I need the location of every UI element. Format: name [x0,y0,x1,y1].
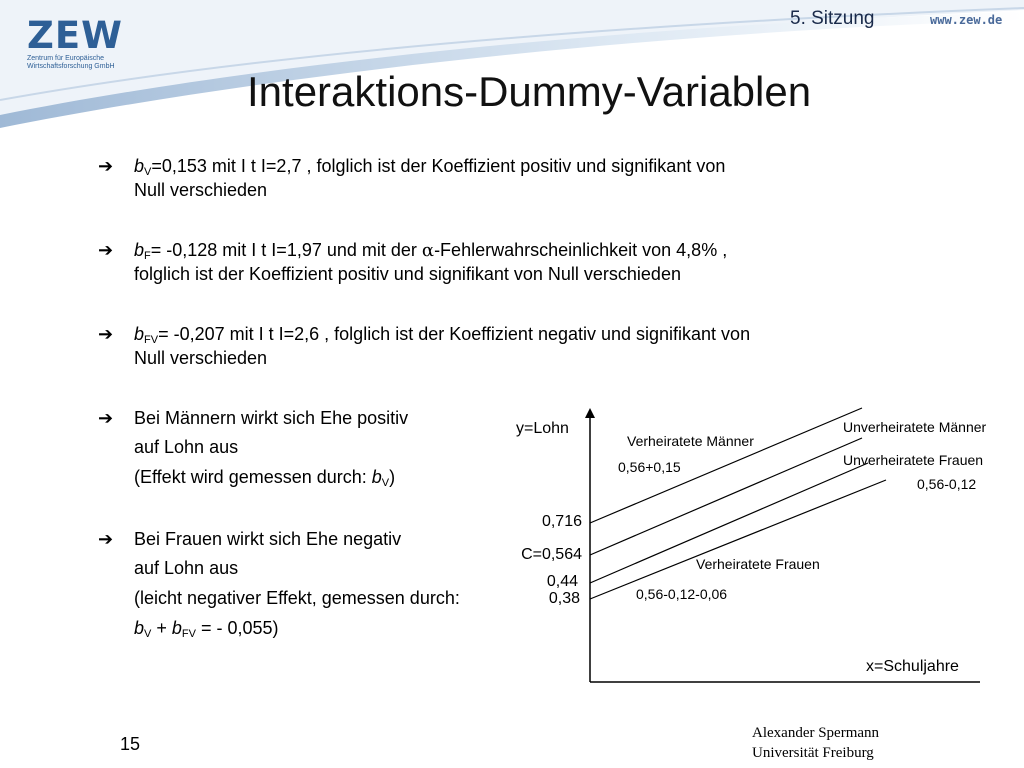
women-line1: Bei Frauen wirkt sich Ehe negativ [134,529,402,549]
session-label: 5. Sitzung [790,8,875,29]
page-number: 15 [120,734,141,754]
bullet-text-line2: Null verschieden [134,180,268,200]
bullet-text-line2: folglich ist der Koeffizient positiv und signifikant von Null verschieden [134,264,681,284]
author-name: Alexander Spermann [752,725,880,741]
coef-sub: FV [144,334,159,346]
author-university: Universität Freiburg [752,745,874,761]
bullet-text: =0,153 mit I t I=2,7 , folglich ist der Koeffizient positiv und signifikant von [151,156,726,176]
coef-sub: V [144,166,152,178]
y-axis-label: y=Lohn [516,420,569,437]
slide-title: Interaktions-Dummy-Variablen [247,68,812,115]
y-axis-arrow [585,408,595,418]
men-line3: (Effekt wird gemessen durch: $b_V$) [134,467,396,489]
arrow-right-icon: ➔ [98,240,114,260]
arrow-right-icon: ➔ [98,408,114,428]
women-line2: auf Lohn aus [134,558,239,578]
zew-url: www.zew.de [930,13,1003,27]
series-label: Verheiratete Männer [627,433,754,449]
arrow-right-icon: ➔ [98,324,114,344]
arrow-right-icon: ➔ [98,529,114,549]
ytick-label: 0,38 [548,590,580,607]
alpha-symbol: α [421,240,435,261]
line-verheiratete-frauen [590,480,886,599]
women-line3: (leicht negativer Effekt, gemessen durch: [134,588,460,608]
ytick-label: C=0,564 [521,546,582,563]
ytick-label: 0,44 [546,573,578,590]
coef-sub: F [144,250,151,262]
women-formula: $b_V + b_{FV}$ = - 0,055) [134,618,279,640]
coef-b: b [134,156,145,176]
bullet-text: = -0,128 mit I t I=1,97 und mit der [150,240,422,260]
bullet-text-line2: Null verschieden [134,348,268,368]
men-line2: auf Lohn aus [134,437,239,457]
ytick-label: 0,716 [541,513,582,530]
author-block [752,723,879,763]
series-annotation: 0,56-0,12-0,06 [636,586,728,602]
x-axis-label: x=Schuljahre [866,658,959,675]
series-label: Verheiratete Frauen [696,556,820,572]
logo-subtitle: Zentrum für Europäische Wirtschaftsforschung GmbH [27,55,115,70]
line-unverheiratete-maenner [590,438,862,555]
coef-b: b [134,324,145,344]
bullet-text: = -0,207 mit I t I=2,6 , folglich ist der Koeffizient negativ und signifikant von [158,324,751,344]
men-line1: Bei Männern wirkt sich Ehe positiv [134,408,409,428]
zew-logo: ZEW [27,14,123,57]
series-label: Unverheiratete Frauen [843,452,984,468]
series-annotation: 0,56-0,12 [917,476,977,492]
series-label: Unverheiratete Männer [843,419,987,435]
coef-b: b [134,240,145,260]
arrow-right-icon: ➔ [98,156,114,176]
bullet-text: -Fehlerwahrscheinlichkeit von 4,8% , [434,240,728,260]
series-annotation: 0,56+0,15 [618,459,681,475]
